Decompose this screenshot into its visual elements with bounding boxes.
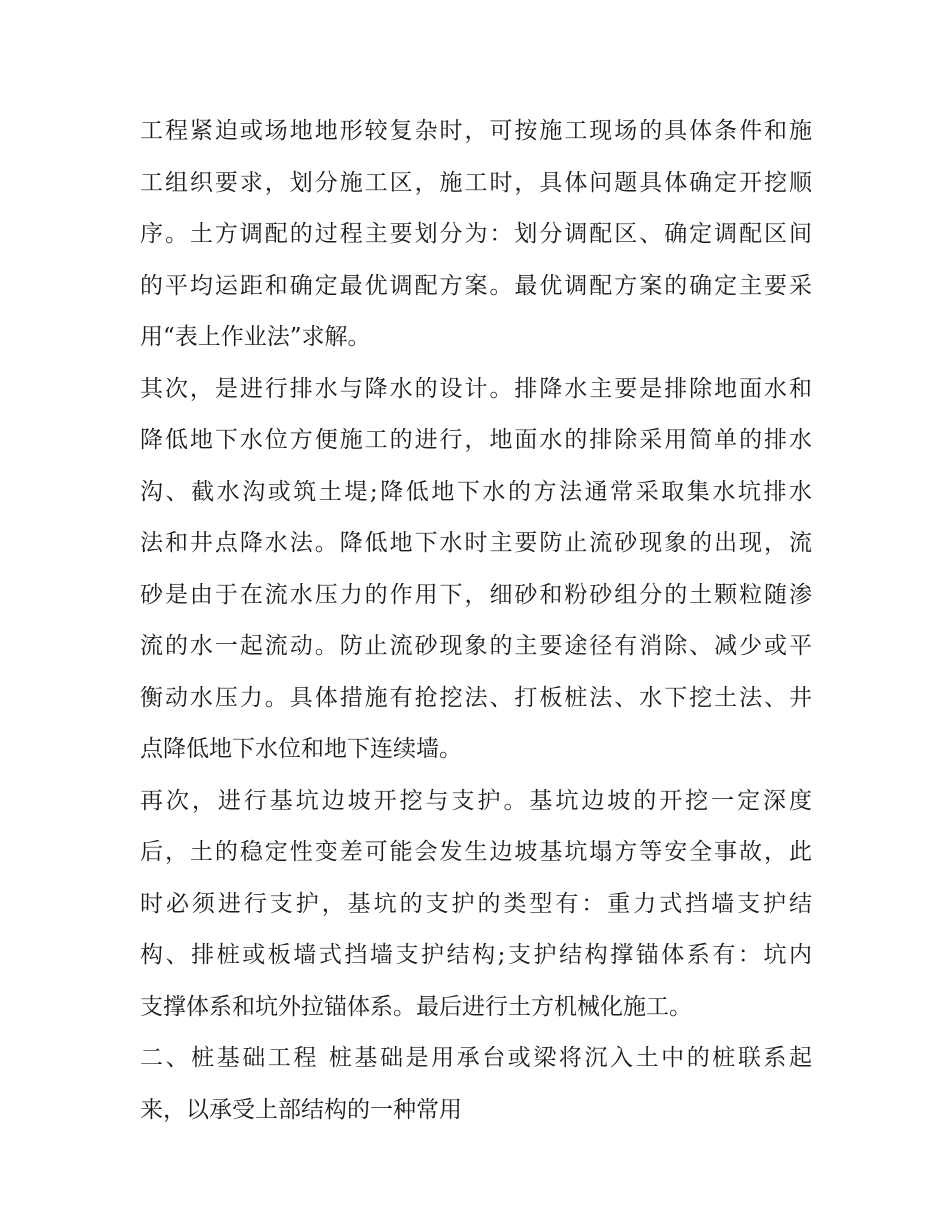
text-line: 降低地下水位方便施工的进行，地面水的排除采用简单的排水 xyxy=(140,427,812,453)
text-line: 二、桩基础工程 桩基础是用承台或梁将沉入土中的桩联系起 xyxy=(140,1045,812,1071)
text-line: 的平均运距和确定最优调配方案。最优调配方案的确定主要采 xyxy=(140,272,812,299)
text-line: 支撑体系和坑外拉锚体系。最后进行土方机械化施工。 xyxy=(140,993,692,1020)
text-line: 砂是由于在流水压力的作用下，细砂和粉砂组分的土颗粒随渗 xyxy=(140,581,812,608)
text-line: 法和井点降水法。降低地下水时主要防止流砂现象的出现，流 xyxy=(140,530,812,556)
text-line: 点降低地下水位和地下连续墙。 xyxy=(140,736,462,762)
body-text xyxy=(140,106,812,1136)
text-line: 沟、截水沟或筑土堤;降低地下水的方法通常采取集水坑排水 xyxy=(140,478,812,505)
text-line: 来，以承受上部结构的一种常用 xyxy=(140,1096,462,1123)
text-line: 构、排桩或板墙式挡墙支护结构;支护结构撑锚体系有：坑内 xyxy=(140,942,812,968)
text-line: 再次，进行基坑边坡开挖与支护。基坑边坡的开挖一定深度 xyxy=(140,787,812,814)
text-line: 工组织要求，划分施工区，施工时，具体问题具体确定开挖顺 xyxy=(140,169,812,196)
text-line: 后，土的稳定性变差可能会发生边坡基坑塌方等安全事故，此 xyxy=(140,839,812,865)
text-line: 衡动水压力。具体措施有抢挖法、打板桩法、水下挖土法、井 xyxy=(140,684,812,711)
text-line: 其次，是进行排水与降水的设计。排降水主要是排除地面水和 xyxy=(140,375,812,402)
text-line: 工程紧迫或场地地形较复杂时，可按施工现场的具体条件和施 xyxy=(140,118,812,144)
text-line: 时必须进行支护，基坑的支护的类型有：重力式挡墙支护结 xyxy=(140,890,812,917)
text-line: 用“表上作业法”求解。 xyxy=(140,324,371,350)
text-line: 流的水一起流动。防止流砂现象的主要途径有消除、减少或平 xyxy=(140,633,812,659)
text-line: 序。土方调配的过程主要划分为：划分调配区、确定调配区间 xyxy=(140,221,812,247)
